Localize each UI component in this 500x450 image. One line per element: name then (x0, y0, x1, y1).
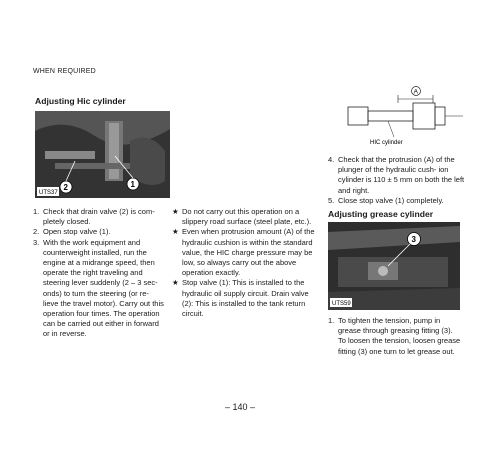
diagram-label-a: A (413, 88, 418, 96)
hic-valve-photo-graphic (35, 111, 170, 198)
diagram-caption: HIC cylinder (370, 140, 403, 146)
callout-2: 2 (63, 183, 68, 192)
hic-cylinder-drawing (328, 85, 468, 149)
note-item: ★ Stop valve (1): This is installed to the hydraulic oil supply circuit. Drain valve (2): This is installed to the tank return circuit. (172, 278, 309, 319)
list-item: 1. To tighten the tension, pump in grease through greasing fitting (3). To loosen the tension, loosen grease fitting (3) one turn to let grease out. (328, 316, 461, 356)
callout-1: 1 (130, 180, 135, 189)
grease-cylinder-photo-graphic (328, 222, 460, 310)
grease-steps-list (328, 316, 462, 357)
callout-3: 3 (411, 235, 416, 244)
section-title-grease: Adjusting grease cylinder (328, 209, 434, 219)
list-item: 5. Close stop valve (1) completely. (328, 195, 444, 205)
list-item: 2. Open stop valve (1). (33, 227, 111, 237)
hic-notes-list (172, 207, 316, 319)
list-item: 1. Check that drain valve (2) is com- pletely closed. (33, 207, 155, 227)
grease-cylinder-photo (328, 222, 460, 310)
note-item: ★ Do not carry out this operation on a slippery road surface (steel plate, etc.). (172, 207, 312, 227)
note-item: ★ Even when protrusion amount (A) of the hydraulic cushion is within the standard value, the HIC charge pressure may be low, so always carry out the above operation exactly. (172, 227, 315, 278)
list-item: 4. Check that the protrusion (A) of the plunger of the hydraulic cush- ion cylinder is 110 ± 5 mm on both the left and right. (328, 155, 465, 195)
hic-valve-photo (35, 111, 170, 198)
section-title-hic: Adjusting Hic cylinder (35, 96, 126, 106)
hic-steps-continued (328, 155, 466, 206)
running-header: WHEN REQUIRED (33, 68, 96, 75)
hic-cylinder-diagram (328, 85, 468, 149)
photo-code-label: UTS37 (39, 190, 58, 196)
list-item: 3. With the work equipment and counterweight installed, run the engine at a midrange speed, then operate the right traveling and steering lever suddenly (2 – 3 sec- onds) to turn the steering (or re- lieve the travel motor). Carry out this operation four times. The operation can be carried out either in forward or in reverse. (33, 237, 164, 339)
hic-steps-list (33, 207, 166, 340)
photo-code-label: UTS59 (332, 301, 351, 307)
page-number: – 140 – (225, 402, 256, 412)
